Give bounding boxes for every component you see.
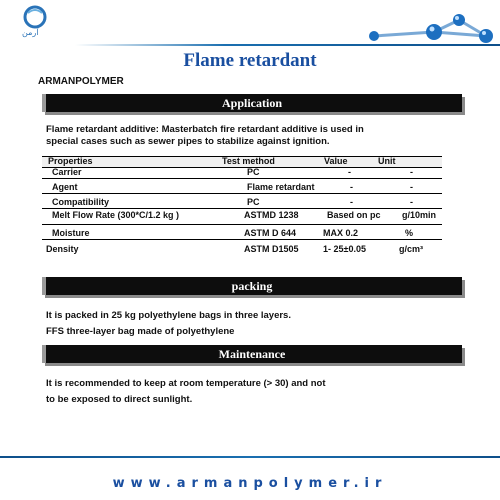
packing-heading: packing — [231, 279, 273, 293]
maintenance-text-line-2: to be exposed to direct sunlight. — [46, 394, 193, 405]
table-row-divider — [42, 224, 442, 225]
header-divider — [0, 44, 500, 46]
molecule-icon — [364, 8, 494, 48]
page-title: Flame retardant — [183, 50, 317, 71]
packing-text-line-1: It is packed in 25 kg polyethylene bags in three layers. — [46, 310, 291, 321]
table-cell-method: Flame retardant — [247, 182, 315, 192]
footer-divider — [0, 456, 500, 458]
table-cell-unit: - — [410, 182, 413, 192]
application-section-bar — [42, 94, 462, 112]
table-cell-property: Melt Flow Rate (300*C/1.2 kg ) — [52, 210, 180, 220]
table-cell-property: Agent — [52, 182, 78, 192]
table-cell-value: - — [350, 182, 353, 192]
application-heading: Application — [221, 96, 282, 110]
table-cell-property: Moisture — [52, 228, 90, 238]
maintenance-heading: Maintenance — [218, 347, 286, 361]
table-row-divider — [42, 193, 442, 194]
table-row-divider — [42, 208, 442, 209]
table-cell-value: Based on pc — [327, 210, 381, 220]
table-cell-unit: - — [410, 197, 413, 207]
maintenance-text-line-1: It is recommended to keep at room temperature (> 30) and not — [46, 378, 326, 389]
table-cell-method: ASTM D1505 — [244, 244, 299, 254]
table-cell-method: PC — [247, 197, 260, 207]
maintenance-section-bar — [42, 345, 462, 363]
application-text-line-2: special cases such as sewer pipes to stabilize against ignition. — [46, 136, 330, 147]
table-cell-unit: g/10min — [402, 210, 437, 220]
table-cell-value: - — [350, 197, 353, 207]
table-cell-property: Carrier — [52, 167, 82, 177]
table-header-test-method: Test method — [222, 156, 275, 166]
packing-text-line-2: FFS three-layer bag made of polyethylene — [46, 326, 235, 337]
table-cell-unit: g/cm³ — [399, 244, 424, 254]
table-cell-property: Compatibility — [52, 197, 110, 207]
company-name: ARMANPOLYMER — [38, 76, 124, 87]
table-cell-value: 1- 25±0.05 — [323, 244, 366, 254]
packing-section-bar — [42, 277, 462, 295]
application-text-line-1: Flame retardant additive: Masterbatch fire retardant additive is used in — [46, 124, 364, 135]
table-cell-method: PC — [247, 167, 260, 177]
table-cell-unit: % — [405, 228, 414, 238]
table-row-divider — [42, 239, 442, 240]
website-link[interactable]: www.armanpolymer.ir — [112, 476, 388, 491]
table-cell-property: Density — [46, 244, 79, 254]
table-cell-unit: - — [410, 167, 413, 177]
table-header-value: Value — [324, 156, 348, 166]
table-cell-method: ASTMD 1238 — [244, 210, 299, 220]
logo-text: آرمن — [22, 28, 39, 37]
table-cell-method: ASTM D 644 — [244, 228, 297, 238]
table-cell-value: MAX 0.2 — [323, 228, 359, 238]
table-row-divider — [42, 178, 442, 179]
table-cell-value: - — [348, 167, 351, 177]
table-header-unit: Unit — [378, 156, 396, 166]
table-header-properties: Properties — [48, 156, 93, 166]
